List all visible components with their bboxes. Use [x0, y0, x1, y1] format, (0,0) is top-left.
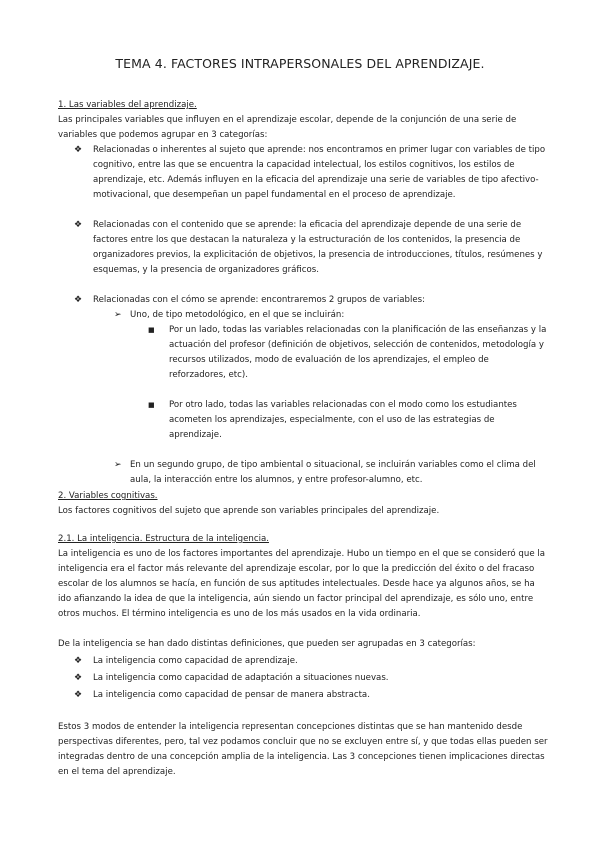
diamond-bullet-icon: ❖ — [74, 690, 83, 700]
square-bullet-icon: ■ — [148, 326, 155, 334]
section-variables — [58, 98, 548, 488]
paragraph: La inteligencia es uno de los factores importantes del aprendizaje. Hubo un tiempo en el que se consideró que la inteligencia era el factor más relevante del aprendizaje escolar, por lo que la predicción del éxito o del fracaso escolar de los alumnos se hacía, en función de sus aptitudes intelectuales. Desde hace ya algunos años, se ha ido afianzando la idea de que la inteligencia, aún siendo un factor principal del aprendizaje, es sólo uno, entre otros muchos. El término inteligencia es uno de los más usados en la vida ordinaria. — [58, 549, 545, 619]
list-item-text: Relacionadas o inherentes al sujeto que aprende: nos encontramos en primer lugar con variables de tipo cognitivo, entre las que se encuentra la capacidad intelectual, los estilos cognitivos, los estilos de aprendizaje, etc. Además influyen en la eficacia del aprendizaje una serie de variables de tipo afectivo-motivacional, que desempeñan un papel fundamental en el proceso de aprendizaje. — [93, 145, 546, 200]
diamond-bullet-icon: ❖ — [74, 220, 83, 230]
list-item-text: Relacionadas con el contenido que se aprende: la eficacia del aprendizaje depende de una serie de factores entre los que destacan la naturaleza y la estructuración de los contenidos, la presencia de organizadores previos, la explicitación de objetivos, la presencia de introducciones, títulos, resúmenes y esquemas, y la presencia de organizadores gráficos. — [93, 220, 543, 275]
section-intelligence — [58, 532, 548, 780]
list-item-text: Por otro lado, todas las variables relacionadas con el modo como los estudiantes acometen los aprendizajes, especialmente, con el uso de las estrategias de aprendizaje. — [169, 400, 517, 440]
list-item — [58, 293, 548, 308]
list-item-text: En un segundo grupo, de tipo ambiental o situacional, se incluirán variables como el clima del aula, la interacción entre los alumnos, y entre profesor-alumno, etc. — [130, 460, 536, 485]
list-item-text: La inteligencia como capacidad de adaptación a situaciones nuevas. — [93, 673, 389, 683]
arrow-bullet-icon: ➢ — [114, 460, 122, 470]
list-item — [58, 688, 548, 703]
diamond-bullet-icon: ❖ — [74, 145, 83, 155]
diamond-bullet-icon: ❖ — [74, 656, 83, 666]
list-item-text: Uno, de tipo metodológico, en el que se incluirán: — [130, 310, 345, 320]
section-heading: 2. Variables cognitivas. — [58, 491, 158, 501]
list-item-text: La inteligencia como capacidad de pensar de manera abstracta. — [93, 690, 370, 700]
diamond-bullet-icon: ❖ — [74, 295, 83, 305]
page-title: TEMA 4. FACTORES INTRAPERSONALES DEL APRENDIZAJE. — [115, 56, 485, 71]
square-bullet-icon: ■ — [148, 401, 155, 409]
list-item-text: Por un lado, todas las variables relacionadas con la planificación de las enseñanzas y la actuación del profesor (definición de objetivos, selección de contenidos, metodología y recursos utilizados, modo de evaluación de los aprendizajes, el empleo de reforzadores, etc). — [169, 325, 547, 380]
list-item-text: La inteligencia como capacidad de aprendizaje. — [93, 656, 298, 666]
paragraph: Las principales variables que influyen en el aprendizaje escolar, depende de la conjunción de una serie de variables que podemos agrupar en 3 categorías: — [58, 115, 517, 140]
list-item — [58, 654, 548, 669]
sub-list-item — [58, 308, 548, 323]
paragraph: Estos 3 modos de entender la inteligencia representan concepciones distintas que se han mantenido desde perspectivas diferentes, pero, tal vez podamos concluir que no se excluyen entre sí, y que todas ellas pueden ser integradas dentro de una concepción amplia de la inteligencia. Las 3 concepciones tienen implicaciones directas en el tema del aprendizaje. — [58, 722, 548, 777]
section-heading: 2.1. La inteligencia. Estructura de la inteligencia. — [58, 534, 269, 544]
sub-sub-list-item — [58, 323, 548, 383]
section-cognitive-variables — [58, 489, 548, 519]
section-heading: 1. Las variables del aprendizaje. — [58, 100, 197, 110]
arrow-bullet-icon: ➢ — [114, 310, 122, 320]
paragraph: De la inteligencia se han dado distintas definiciones, que pueden ser agrupadas en 3 categorías: — [58, 639, 476, 649]
list-item — [58, 671, 548, 686]
list-item-text: Relacionadas con el cómo se aprende: encontraremos 2 grupos de variables: — [93, 295, 425, 305]
paragraph: Los factores cognitivos del sujeto que aprende son variables principales del aprendizaje. — [58, 506, 440, 516]
sub-list-item — [58, 458, 548, 488]
diamond-bullet-icon: ❖ — [74, 673, 83, 683]
sub-sub-list-item — [58, 398, 548, 443]
list-item — [58, 218, 548, 278]
list-item — [58, 143, 548, 203]
